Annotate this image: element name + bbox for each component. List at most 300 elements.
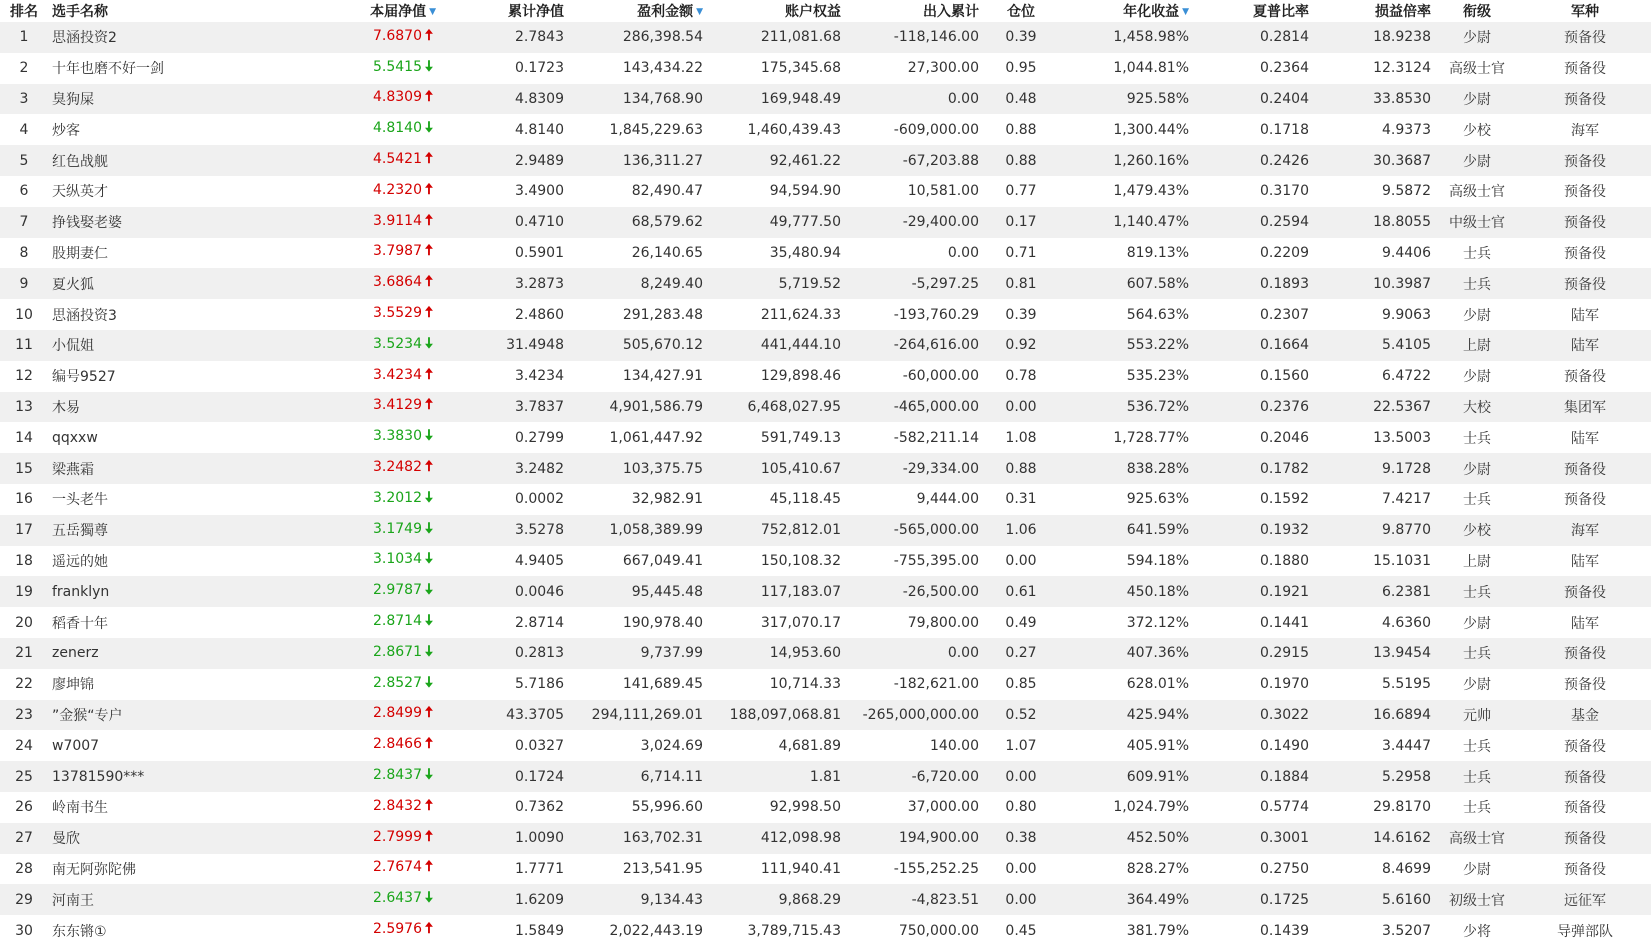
sharpe-cell: 0.5774	[1193, 792, 1313, 823]
rank-cell: 28	[0, 854, 48, 885]
pl-ratio-cell: 5.2958	[1313, 761, 1435, 792]
table-row[interactable]	[0, 453, 1651, 484]
position-cell: 0.88	[983, 453, 1059, 484]
cum-nav-cell: 0.2799	[440, 422, 568, 453]
branch-cell: 预备役	[1519, 207, 1651, 238]
cum-nav-cell: 1.0090	[440, 823, 568, 854]
cum-nav-cell: 2.7843	[440, 22, 568, 53]
nav-cell	[318, 22, 440, 53]
cum-nav-cell: 3.2482	[440, 453, 568, 484]
nav-value: 3.9114	[373, 212, 422, 229]
table-row[interactable]	[0, 392, 1651, 423]
header-position[interactable]: 仓位	[1007, 4, 1035, 20]
flow-cell: -67,203.88	[845, 145, 983, 176]
branch-cell: 预备役	[1519, 145, 1651, 176]
player-name-link[interactable]: qqxxw	[48, 422, 318, 453]
position-cell: 0.81	[983, 268, 1059, 299]
annual-return-cell: 450.18%	[1059, 576, 1193, 607]
rank-title-cell: 高级士官	[1435, 823, 1519, 854]
pl-ratio-cell: 3.5207	[1313, 915, 1435, 946]
annual-return-cell: 1,140.47%	[1059, 207, 1193, 238]
branch-cell: 预备役	[1519, 361, 1651, 392]
equity-cell: 169,948.49	[707, 84, 845, 115]
equity-cell: 111,940.41	[707, 854, 845, 885]
player-name-link[interactable]: 东东锵①	[48, 915, 318, 946]
pl-ratio-cell: 7.4217	[1313, 484, 1435, 515]
equity-cell: 5,719.52	[707, 268, 845, 299]
rank-title-cell: 少校	[1435, 515, 1519, 546]
sort-down-icon[interactable]: ▼	[696, 7, 703, 17]
header-rank[interactable]: 排名	[10, 4, 38, 20]
nav-value: 2.7999	[373, 828, 422, 845]
position-cell: 0.00	[983, 392, 1059, 423]
annual-return-cell: 1,728.77%	[1059, 422, 1193, 453]
profit-cell: 82,490.47	[568, 176, 707, 207]
nav-value: 5.5415	[373, 58, 422, 75]
rank-cell: 20	[0, 607, 48, 638]
pl-ratio-cell: 30.3687	[1313, 145, 1435, 176]
rank-title-cell: 士兵	[1435, 238, 1519, 269]
equity-cell: 35,480.94	[707, 238, 845, 269]
table-row[interactable]	[0, 915, 1651, 946]
player-name-link[interactable]: 木易	[48, 392, 318, 423]
equity-cell: 3,789,715.43	[707, 915, 845, 946]
pl-ratio-cell: 4.6360	[1313, 607, 1435, 638]
cum-nav-cell: 0.1724	[440, 761, 568, 792]
header-cum-nav[interactable]: 累计净值	[508, 4, 564, 20]
equity-cell: 317,070.17	[707, 607, 845, 638]
equity-cell: 211,624.33	[707, 299, 845, 330]
header-annual[interactable]	[1059, 0, 1193, 22]
player-name-link[interactable]: 思涵投资3	[48, 299, 318, 330]
annual-return-cell: 819.13%	[1059, 238, 1193, 269]
cum-nav-cell: 2.4860	[440, 299, 568, 330]
player-name-link[interactable]: w7007	[48, 730, 318, 761]
player-name-link[interactable]: 天纵英才	[48, 176, 318, 207]
player-name-link[interactable]: 红色战舰	[48, 145, 318, 176]
player-name-link[interactable]: franklyn	[48, 576, 318, 607]
nav-value: 2.6437	[373, 890, 422, 907]
pl-ratio-cell: 10.3987	[1313, 268, 1435, 299]
nav-cell	[318, 176, 440, 207]
nav-value: 2.7674	[373, 859, 422, 876]
flow-cell: -5,297.25	[845, 268, 983, 299]
equity-cell: 92,998.50	[707, 792, 845, 823]
player-name-link[interactable]: 思涵投资2	[48, 22, 318, 53]
cum-nav-cell: 43.3705	[440, 700, 568, 731]
header-title[interactable]: 衔级	[1463, 4, 1491, 20]
rank-cell: 3	[0, 84, 48, 115]
rank-cell: 8	[0, 238, 48, 269]
position-cell: 0.52	[983, 700, 1059, 731]
branch-cell: 导弹部队	[1519, 915, 1651, 946]
table-row[interactable]	[0, 176, 1651, 207]
table-row[interactable]	[0, 884, 1651, 915]
branch-cell: 预备役	[1519, 176, 1651, 207]
nav-cell	[318, 330, 440, 361]
table-row[interactable]	[0, 207, 1651, 238]
annual-return-cell: 607.58%	[1059, 268, 1193, 299]
player-name-link[interactable]: 一头老牛	[48, 484, 318, 515]
header-profit[interactable]	[568, 0, 707, 22]
pl-ratio-cell: 18.9238	[1313, 22, 1435, 53]
branch-cell: 预备役	[1519, 854, 1651, 885]
branch-cell: 预备役	[1519, 576, 1651, 607]
profit-cell: 143,434.22	[568, 53, 707, 84]
player-name-link[interactable]: 南无阿弥陀佛	[48, 854, 318, 885]
profit-cell: 134,768.90	[568, 84, 707, 115]
rank-title-cell: 少尉	[1435, 22, 1519, 53]
nav-value: 3.3830	[373, 428, 422, 445]
nav-cell	[318, 546, 440, 577]
cum-nav-cell: 1.6209	[440, 884, 568, 915]
flow-cell: -6,720.00	[845, 761, 983, 792]
profit-cell: 134,427.91	[568, 361, 707, 392]
nav-value: 2.5976	[373, 921, 422, 937]
sharpe-cell: 0.2364	[1193, 53, 1313, 84]
sharpe-cell: 0.1880	[1193, 546, 1313, 577]
profit-cell: 2,022,443.19	[568, 915, 707, 946]
rank-title-cell: 士兵	[1435, 730, 1519, 761]
nav-cell	[318, 299, 440, 330]
branch-cell: 预备役	[1519, 669, 1651, 700]
rank-cell: 2	[0, 53, 48, 84]
annual-return-cell: 452.50%	[1059, 823, 1193, 854]
sharpe-cell: 0.2376	[1193, 392, 1313, 423]
profit-cell: 505,670.12	[568, 330, 707, 361]
header-flow[interactable]: 出入累计	[923, 4, 979, 20]
flow-cell: -29,400.00	[845, 207, 983, 238]
player-name-link[interactable]: 稻香十年	[48, 607, 318, 638]
equity-cell: 412,098.98	[707, 823, 845, 854]
nav-value: 3.5234	[373, 335, 422, 352]
sharpe-cell: 0.3001	[1193, 823, 1313, 854]
table-row[interactable]	[0, 700, 1651, 731]
pl-ratio-cell: 16.6894	[1313, 700, 1435, 731]
nav-cell	[318, 422, 440, 453]
nav-cell	[318, 484, 440, 515]
nav-value: 2.8714	[373, 613, 422, 630]
cum-nav-cell: 4.8140	[440, 114, 568, 145]
table-row[interactable]	[0, 730, 1651, 761]
branch-cell: 陆军	[1519, 546, 1651, 577]
nav-cell	[318, 392, 440, 423]
table-row[interactable]	[0, 22, 1651, 53]
nav-cell	[318, 884, 440, 915]
nav-value: 3.2482	[373, 459, 422, 476]
branch-cell: 陆军	[1519, 422, 1651, 453]
rank-title-cell: 少尉	[1435, 361, 1519, 392]
profit-cell: 1,845,229.63	[568, 114, 707, 145]
player-name-link[interactable]: 小侃姐	[48, 330, 318, 361]
cum-nav-cell: 0.0046	[440, 576, 568, 607]
nav-cell	[318, 576, 440, 607]
sharpe-cell: 0.1490	[1193, 730, 1313, 761]
table-row[interactable]	[0, 854, 1651, 885]
branch-cell: 集团军	[1519, 392, 1651, 423]
position-cell: 0.95	[983, 53, 1059, 84]
rank-cell: 11	[0, 330, 48, 361]
annual-return-cell: 1,300.44%	[1059, 114, 1193, 145]
rank-title-cell: 高级士官	[1435, 53, 1519, 84]
branch-cell: 预备役	[1519, 823, 1651, 854]
nav-cell	[318, 823, 440, 854]
player-name-link[interactable]: 股期妻仁	[48, 238, 318, 269]
sharpe-cell: 0.3170	[1193, 176, 1313, 207]
profit-cell: 68,579.62	[568, 207, 707, 238]
branch-cell: 远征军	[1519, 884, 1651, 915]
arrow-down-icon: 🠇	[424, 333, 434, 352]
profit-cell: 32,982.91	[568, 484, 707, 515]
nav-cell	[318, 792, 440, 823]
annual-return-cell: 925.63%	[1059, 484, 1193, 515]
rank-title-cell: 少尉	[1435, 669, 1519, 700]
branch-cell: 陆军	[1519, 330, 1651, 361]
table-row[interactable]	[0, 53, 1651, 84]
arrow-down-icon: 🠇	[424, 426, 434, 445]
header-nav[interactable]	[318, 0, 440, 22]
player-name-link[interactable]: zenerz	[48, 638, 318, 669]
pl-ratio-cell: 29.8170	[1313, 792, 1435, 823]
header-branch[interactable]: 军种	[1571, 4, 1599, 20]
profit-cell: 190,978.40	[568, 607, 707, 638]
table-row[interactable]	[0, 114, 1651, 145]
nav-cell	[318, 238, 440, 269]
player-name-link[interactable]: 五岳獨尊	[48, 515, 318, 546]
sharpe-cell: 0.2814	[1193, 22, 1313, 53]
flow-cell: -609,000.00	[845, 114, 983, 145]
player-name-link[interactable]: 河南王	[48, 884, 318, 915]
table-row[interactable]	[0, 145, 1651, 176]
player-name-link[interactable]: 夏火狐	[48, 268, 318, 299]
header-name[interactable]: 选手名称	[52, 4, 108, 20]
rank-title-cell: 少尉	[1435, 453, 1519, 484]
arrow-up-icon: 🠅	[424, 149, 434, 168]
cum-nav-cell: 0.2813	[440, 638, 568, 669]
player-name-link[interactable]: 廖坤锦	[48, 669, 318, 700]
cum-nav-cell: 0.0002	[440, 484, 568, 515]
arrow-down-icon: 🠇	[424, 888, 434, 907]
rank-title-cell: 少校	[1435, 114, 1519, 145]
arrow-up-icon: 🠅	[424, 241, 434, 260]
sort-down-icon[interactable]: ▼	[1182, 7, 1189, 17]
equity-cell: 117,183.07	[707, 576, 845, 607]
position-cell: 0.88	[983, 145, 1059, 176]
arrow-down-icon: 🠇	[424, 672, 434, 691]
flow-cell: -118,146.00	[845, 22, 983, 53]
rank-title-cell: 少尉	[1435, 607, 1519, 638]
equity-cell: 1,460,439.43	[707, 114, 845, 145]
cum-nav-cell: 1.5849	[440, 915, 568, 946]
sharpe-cell: 0.1725	[1193, 884, 1313, 915]
nav-cell	[318, 700, 440, 731]
nav-value: 3.1034	[373, 551, 422, 568]
profit-cell: 55,996.60	[568, 792, 707, 823]
profit-cell: 103,375.75	[568, 453, 707, 484]
rank-cell: 23	[0, 700, 48, 731]
flow-cell: -264,616.00	[845, 330, 983, 361]
table-row[interactable]	[0, 576, 1651, 607]
rank-title-cell: 少尉	[1435, 145, 1519, 176]
flow-cell: 750,000.00	[845, 915, 983, 946]
table-row[interactable]	[0, 484, 1651, 515]
table-row[interactable]	[0, 84, 1651, 115]
header-sharpe[interactable]: 夏普比率	[1253, 4, 1309, 20]
player-name-link[interactable]: 13781590***	[48, 761, 318, 792]
pl-ratio-cell: 5.6160	[1313, 884, 1435, 915]
rank-title-cell: 上尉	[1435, 546, 1519, 577]
rank-title-cell: 士兵	[1435, 792, 1519, 823]
pl-ratio-cell: 18.8055	[1313, 207, 1435, 238]
equity-cell: 591,749.13	[707, 422, 845, 453]
equity-cell: 752,812.01	[707, 515, 845, 546]
sharpe-cell: 0.2307	[1193, 299, 1313, 330]
player-name-link[interactable]: 岭南书生	[48, 792, 318, 823]
arrow-down-icon: 🠇	[424, 549, 434, 568]
flow-cell: -565,000.00	[845, 515, 983, 546]
arrow-down-icon: 🠇	[424, 765, 434, 784]
equity-cell: 45,118.45	[707, 484, 845, 515]
arrow-up-icon: 🠅	[424, 210, 434, 229]
equity-cell: 441,444.10	[707, 330, 845, 361]
position-cell: 0.61	[983, 576, 1059, 607]
pl-ratio-cell: 8.4699	[1313, 854, 1435, 885]
table-row[interactable]	[0, 607, 1651, 638]
flow-cell: -582,211.14	[845, 422, 983, 453]
sharpe-cell: 0.2404	[1193, 84, 1313, 115]
equity-cell: 10,714.33	[707, 669, 845, 700]
flow-cell: -60,000.00	[845, 361, 983, 392]
nav-value: 2.8437	[373, 767, 422, 784]
nav-value: 3.1749	[373, 520, 422, 537]
arrow-down-icon: 🠇	[424, 580, 434, 599]
table-row[interactable]	[0, 422, 1651, 453]
player-name-link[interactable]: 挣钱娶老婆	[48, 207, 318, 238]
profit-cell: 667,049.41	[568, 546, 707, 577]
rank-cell: 4	[0, 114, 48, 145]
player-name-link[interactable]: ”金猴“专户	[48, 700, 318, 731]
arrow-up-icon: 🠅	[424, 25, 434, 44]
rank-title-cell: 士兵	[1435, 422, 1519, 453]
sort-down-icon[interactable]: ▼	[429, 7, 436, 17]
table-row[interactable]	[0, 299, 1651, 330]
header-annual-label: 年化收益	[1123, 4, 1180, 20]
nav-cell	[318, 607, 440, 638]
pl-ratio-cell: 5.5195	[1313, 669, 1435, 700]
flow-cell: 0.00	[845, 638, 983, 669]
arrow-up-icon: 🠅	[424, 457, 434, 476]
nav-cell	[318, 638, 440, 669]
table-row[interactable]	[0, 361, 1651, 392]
table-row[interactable]	[0, 330, 1651, 361]
rank-title-cell: 大校	[1435, 392, 1519, 423]
annual-return-cell: 1,479.43%	[1059, 176, 1193, 207]
arrow-down-icon: 🠇	[424, 487, 434, 506]
nav-value: 4.2320	[373, 181, 422, 198]
flow-cell: -26,500.00	[845, 576, 983, 607]
cum-nav-cell: 4.8309	[440, 84, 568, 115]
profit-cell: 1,058,389.99	[568, 515, 707, 546]
player-name-link[interactable]: 曼欣	[48, 823, 318, 854]
profit-cell: 213,541.95	[568, 854, 707, 885]
flow-cell: 194,900.00	[845, 823, 983, 854]
equity-cell: 14,953.60	[707, 638, 845, 669]
profit-cell: 141,689.45	[568, 669, 707, 700]
annual-return-cell: 1,458.98%	[1059, 22, 1193, 53]
rank-cell: 12	[0, 361, 48, 392]
annual-return-cell: 628.01%	[1059, 669, 1193, 700]
table-row[interactable]	[0, 238, 1651, 269]
table-row[interactable]	[0, 515, 1651, 546]
branch-cell: 预备役	[1519, 53, 1651, 84]
player-name-link[interactable]: 十年也磨不好一剑	[48, 53, 318, 84]
rank-title-cell: 士兵	[1435, 638, 1519, 669]
cum-nav-cell: 3.7837	[440, 392, 568, 423]
player-name-link[interactable]: 遥远的她	[48, 546, 318, 577]
branch-cell: 预备役	[1519, 792, 1651, 823]
annual-return-cell: 407.36%	[1059, 638, 1193, 669]
nav-value: 3.6864	[373, 274, 422, 291]
sharpe-cell: 0.1970	[1193, 669, 1313, 700]
rank-title-cell: 中级士官	[1435, 207, 1519, 238]
flow-cell: 0.00	[845, 84, 983, 115]
header-equity[interactable]: 账户权益	[785, 4, 841, 20]
header-pl-ratio[interactable]: 损益倍率	[1375, 4, 1431, 20]
arrow-down-icon: 🠇	[424, 641, 434, 660]
flow-cell: -182,621.00	[845, 669, 983, 700]
equity-cell: 175,345.68	[707, 53, 845, 84]
table-row[interactable]	[0, 268, 1651, 299]
nav-cell	[318, 854, 440, 885]
table-row[interactable]	[0, 792, 1651, 823]
table-row[interactable]	[0, 669, 1651, 700]
table-row[interactable]	[0, 761, 1651, 792]
table-row[interactable]	[0, 638, 1651, 669]
pl-ratio-cell: 12.3124	[1313, 53, 1435, 84]
sharpe-cell: 0.1893	[1193, 268, 1313, 299]
pl-ratio-cell: 22.5367	[1313, 392, 1435, 423]
arrow-up-icon: 🠅	[424, 303, 434, 322]
player-name-link[interactable]: 炒客	[48, 114, 318, 145]
rank-title-cell: 上尉	[1435, 330, 1519, 361]
rank-cell: 21	[0, 638, 48, 669]
annual-return-cell: 364.49%	[1059, 884, 1193, 915]
profit-cell: 4,901,586.79	[568, 392, 707, 423]
profit-cell: 163,702.31	[568, 823, 707, 854]
player-name-link[interactable]: 编号9527	[48, 361, 318, 392]
arrow-up-icon: 🠅	[424, 703, 434, 722]
pl-ratio-cell: 3.4447	[1313, 730, 1435, 761]
equity-cell: 94,594.90	[707, 176, 845, 207]
table-row[interactable]	[0, 823, 1651, 854]
rank-title-cell: 高级士官	[1435, 176, 1519, 207]
player-name-link[interactable]: 臭狗屎	[48, 84, 318, 115]
equity-cell: 105,410.67	[707, 453, 845, 484]
profit-cell: 9,134.43	[568, 884, 707, 915]
flow-cell: -155,252.25	[845, 854, 983, 885]
annual-return-cell: 564.63%	[1059, 299, 1193, 330]
table-row[interactable]	[0, 546, 1651, 577]
flow-cell: -193,760.29	[845, 299, 983, 330]
position-cell: 0.48	[983, 84, 1059, 115]
arrow-up-icon: 🠅	[424, 734, 434, 753]
player-name-link[interactable]: 梁燕霜	[48, 453, 318, 484]
cum-nav-cell: 4.9405	[440, 546, 568, 577]
arrow-down-icon: 🠇	[424, 118, 434, 137]
rank-title-cell: 少尉	[1435, 299, 1519, 330]
header-nav-label: 本届净值	[370, 4, 427, 20]
flow-cell: 9,444.00	[845, 484, 983, 515]
